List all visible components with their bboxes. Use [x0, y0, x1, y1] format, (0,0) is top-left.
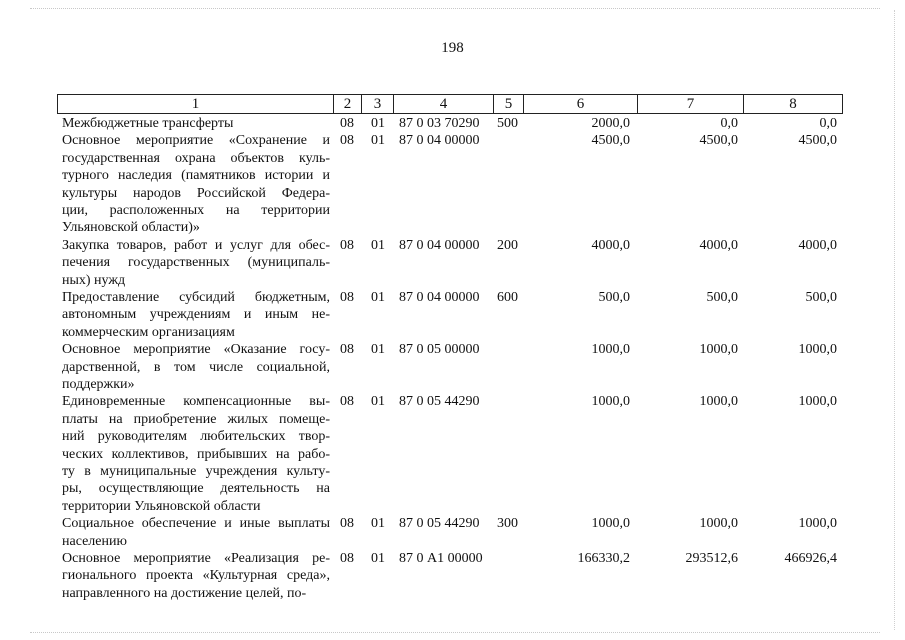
row-cell-c4: 87 0 05 44290: [399, 394, 480, 410]
row-cell-c3: 01: [371, 551, 385, 566]
row-cell-c7: 1000,0: [699, 342, 738, 358]
row-description-line: Основное мероприятие «Оказание госу-: [62, 342, 330, 358]
row-description: [62, 515, 330, 550]
row-cell-c6: 4500,0: [591, 133, 630, 149]
row-cell-c7: 0,0: [720, 116, 738, 131]
table-row: [0, 289, 905, 341]
row-description-line: платы на приобретение жилых помеще-: [62, 411, 330, 427]
row-cell-c5: 500: [497, 116, 518, 131]
row-description-line: дарственной, в том числе социальной,: [62, 359, 330, 375]
row-cell-c4: 87 0 05 00000: [399, 342, 480, 358]
row-cell-c6: 166330,2: [577, 551, 630, 566]
row-description-line: ры, осуществляющие деятельность на: [62, 481, 330, 497]
row-description-line: территории Ульяновской области: [62, 498, 261, 514]
row-cell-c5: 600: [497, 290, 518, 305]
row-description-line: населению: [62, 533, 127, 549]
row-cell-c5: 200: [497, 237, 518, 253]
row-cell-c8: 500,0: [805, 290, 837, 305]
row-description-line: ции, расположенных на территории: [62, 203, 330, 219]
row-description-line: ческих коллективов, прибывших на рабо-: [62, 446, 330, 462]
row-cell-c3: 01: [371, 394, 385, 410]
row-description-line: Единовременные компенсационные вы-: [62, 394, 330, 410]
row-cell-c4: 87 0 04 00000: [399, 237, 480, 253]
row-description: [62, 115, 330, 132]
row-description-line: коммерческим организациям: [62, 324, 235, 340]
row-description-line: ту в муниципальные учреждения культу-: [62, 464, 330, 480]
row-cell-c2: 08: [340, 551, 354, 566]
row-cell-c8: 0,0: [819, 116, 837, 131]
row-cell-c6: 4000,0: [591, 237, 630, 253]
row-cell-c7: 500,0: [706, 290, 738, 305]
row-cell-c7: 293512,6: [685, 551, 738, 566]
table-row: [0, 515, 905, 550]
table-row: [0, 550, 905, 602]
header-col-5: 5: [494, 95, 524, 113]
table-header: [57, 94, 843, 114]
row-cell-c4: 87 0 04 00000: [399, 290, 480, 305]
row-cell-c2: 08: [340, 394, 354, 410]
row-description: [62, 237, 330, 289]
row-cell-c4: 87 0 04 00000: [399, 133, 480, 149]
row-cell-c6: 1000,0: [591, 516, 630, 532]
row-cell-c7: 4500,0: [699, 133, 738, 149]
row-cell-c4: 87 0 03 70290: [399, 116, 480, 131]
table-row: [0, 237, 905, 289]
row-description-line: Социальное обеспечение и иные выплаты: [62, 516, 330, 532]
row-description: [62, 393, 330, 515]
row-description-line: турного наследия (памятников истории и: [62, 168, 330, 184]
row-cell-c6: 2000,0: [591, 116, 630, 131]
row-cell-c2: 08: [340, 290, 354, 305]
header-col-4: 4: [394, 95, 494, 113]
row-description-line: Предоставление субсидий бюджетным,: [62, 290, 330, 305]
table-row: [0, 393, 905, 515]
row-description-line: ний руководителям любительских твор-: [62, 429, 330, 445]
row-description-line: ных) нужд: [62, 272, 126, 288]
row-cell-c6: 500,0: [598, 290, 630, 305]
row-cell-c5: 300: [497, 516, 518, 532]
row-cell-c8: 466926,4: [784, 551, 837, 566]
row-cell-c3: 01: [371, 342, 385, 358]
row-cell-c4: 87 0 А1 00000: [399, 551, 483, 566]
row-cell-c2: 08: [340, 133, 354, 149]
row-cell-c3: 01: [371, 237, 385, 253]
row-cell-c4: 87 0 05 44290: [399, 516, 480, 532]
table-row: [0, 132, 905, 236]
table-row: [0, 115, 905, 132]
row-description-line: Закупка товаров, работ и услуг для обес-: [62, 237, 330, 253]
row-description-line: Основное мероприятие «Сохранение и: [62, 133, 330, 149]
row-cell-c8: 4000,0: [798, 237, 837, 253]
row-description-line: автономным учреждениям и иным не-: [62, 307, 330, 323]
header-col-3: 3: [362, 95, 394, 113]
row-cell-c7: 1000,0: [699, 516, 738, 532]
row-cell-c6: 1000,0: [591, 394, 630, 410]
row-cell-c8: 1000,0: [798, 342, 837, 358]
row-cell-c2: 08: [340, 516, 354, 532]
scan-artifact-bottom: [30, 632, 880, 635]
header-col-8: 8: [789, 96, 797, 112]
row-cell-c2: 08: [340, 237, 354, 253]
row-cell-c8: 4500,0: [798, 133, 837, 149]
header-col-7: 7: [638, 95, 744, 113]
row-description-line: печения государственных (муниципаль-: [62, 255, 330, 271]
row-description-line: Межбюджетные трансферты: [62, 116, 234, 131]
header-col-6: 6: [524, 95, 638, 113]
table-row: [0, 341, 905, 393]
row-description-line: поддержки»: [62, 377, 135, 392]
row-cell-c3: 01: [371, 133, 385, 149]
row-description-line: гионального проекта «Культурная среда»,: [62, 568, 330, 584]
row-cell-c8: 1000,0: [798, 394, 837, 410]
row-description-line: культуры народов Российской Федера-: [62, 185, 330, 201]
row-cell-c7: 1000,0: [699, 394, 738, 410]
header-col-2: 2: [334, 95, 362, 113]
row-description: [62, 341, 330, 393]
row-cell-c8: 1000,0: [798, 516, 837, 532]
header-col-1: 1: [58, 95, 334, 113]
row-description-line: Основное мероприятие «Реализация ре-: [62, 551, 330, 566]
row-cell-c7: 4000,0: [699, 237, 738, 253]
row-cell-c2: 08: [340, 342, 354, 358]
row-cell-c3: 01: [371, 290, 385, 305]
row-description-line: государственная охрана объектов куль-: [62, 150, 330, 166]
row-cell-c3: 01: [371, 516, 385, 532]
page-number: 198: [441, 40, 464, 56]
row-cell-c3: 01: [371, 116, 385, 131]
row-cell-c6: 1000,0: [591, 342, 630, 358]
row-description: [62, 132, 330, 236]
row-description-line: направленного на достижение целей, по-: [62, 585, 307, 601]
row-cell-c2: 08: [340, 116, 354, 131]
row-description-line: Ульяновской области)»: [62, 220, 200, 236]
scan-artifact-top: [30, 8, 880, 11]
row-description: [62, 289, 330, 341]
row-description: [62, 550, 330, 602]
